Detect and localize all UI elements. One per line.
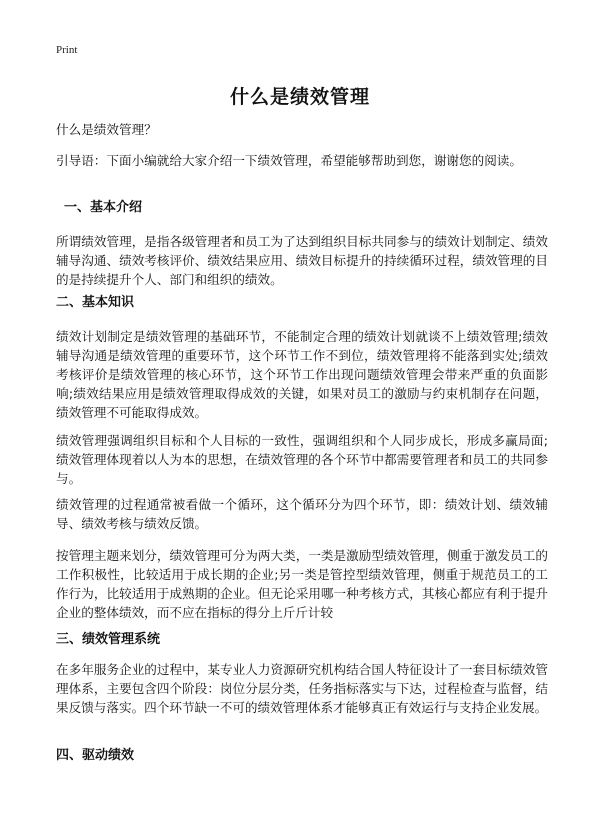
section-heading-1: 一、基本介绍 xyxy=(64,200,143,215)
section-3-paragraph-1: 在多年服务企业的过程中，某专业人力资源研究机构结合国人特征设计了一套目标绩效管理体系，主要包含四个阶段：岗位分层分类，任务指标落实与下达，过程检查与监督，结果反馈与落实。四个环节缺一不可的绩效管理体系才能够真正有效运行与支持企业发展。 xyxy=(56,662,548,715)
section-2-paragraph-1: 绩效计划制定是绩效管理的基础环节，不能制定合理的绩效计划就谈不上绩效管理;绩效辅导沟通是绩效管理的重要环节，这个环节工作不到位，绩效管理将不能落到实处;绩效考核评价是绩效管理的核心环节，这个环节工作出现问题绩效管理会带来严重的负面影响;绩效结果应用是绩效管理取得成效的关键，如果对员工的激励与约束机制存在问题，绩效管理不可能取得成效。 xyxy=(56,329,548,420)
question-line: 什么是绩效管理？ xyxy=(56,122,157,137)
section-1-paragraph-1: 所谓绩效管理，是指各级管理者和员工为了达到组织目标共同参与的绩效计划制定、绩效辅导沟通、绩效考核评价、绩效结果应用、绩效目标提升的持续循环过程，绩效管理的目的是持续提升个人、部门和组织的绩效。 xyxy=(56,234,548,287)
section-heading-4: 四、驱动绩效 xyxy=(56,748,135,763)
intro-paragraph: 引导语：下面小编就给大家介绍一下绩效管理，希望能够帮助到您，谢谢您的阅读。 xyxy=(56,153,522,168)
section-heading-3: 三、绩效管理系统 xyxy=(56,632,161,647)
section-2-paragraph-2: 绩效管理强调组织目标和个人目标的一致性，强调组织和个人同步成长，形成多赢局面;绩效管理体现着以人为本的思想，在绩效管理的各个环节中都需要管理者和员工的共同参与。 xyxy=(56,433,548,486)
section-heading-2: 二、基本知识 xyxy=(56,295,135,310)
section-2-paragraph-4: 按管理主题来划分，绩效管理可分为两大类，一类是激励型绩效管理，侧重于激发员工的工作积极性，比较适用于成长期的企业;另一类是管控型绩效管理，侧重于规范员工的工作行为，比较适用于成熟期的企业。但无论采用哪一种考核方式，其核心都应有利于提升企业的整体绩效，而不应在指标的得分上斤斤计较 xyxy=(56,548,548,620)
section-2-paragraph-3: 绩效管理的过程通常被看做一个循环，这个循环分为四个环节，即：绩效计划、绩效辅导、绩效考核与绩效反馈。 xyxy=(56,497,548,531)
print-label[interactable]: Print xyxy=(56,44,78,56)
page-title: 什么是绩效管理 xyxy=(229,86,370,108)
